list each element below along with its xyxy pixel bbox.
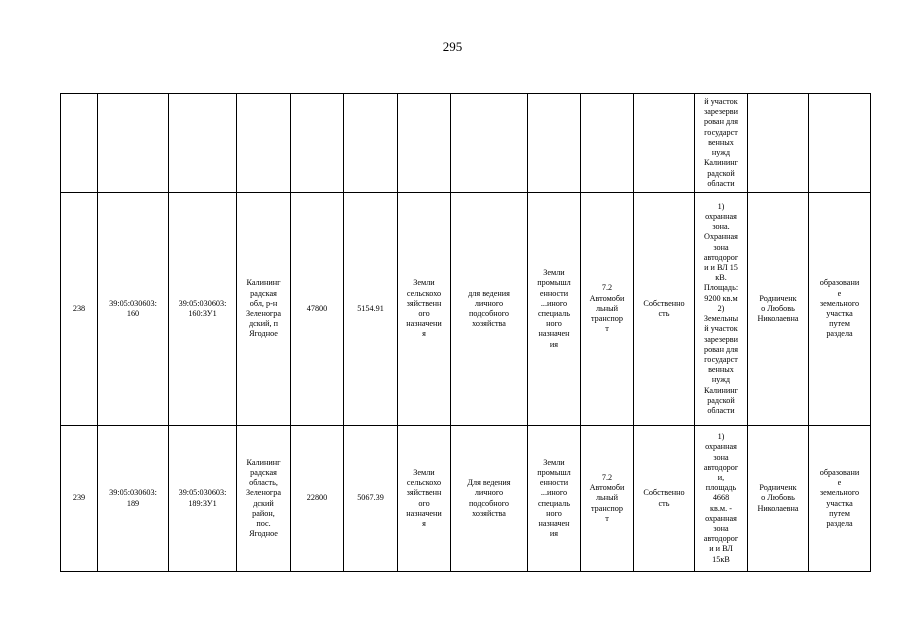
cadastral-number-cell: 39:05:030603: 160 bbox=[98, 193, 169, 426]
table-row bbox=[61, 94, 871, 193]
restrictions-cell: 1) охранная зона. Охранная зона автодорог и и ВЛ 15 кВ. Площадь: 9200 кв.м 2) Земельны й участок зарезерви рован для государст венных нужд Калининг радской области bbox=[695, 193, 748, 426]
table-row bbox=[61, 426, 871, 572]
category-cell: Земли сельскохо зяйственн ого назначени я bbox=[398, 193, 451, 426]
basis-cell: образовани е земельного участка путем раздела bbox=[809, 426, 871, 572]
address-cell: Калининг радская обл, р-н Зеленогра дский, п Ягодное bbox=[237, 193, 291, 426]
permitted-use-cell: для ведения личного подсобного хозяйства bbox=[451, 193, 528, 426]
address-cell: Калининг радская область, Зеленогра дский район, пос. Ягодное bbox=[237, 426, 291, 572]
row-number-cell: 239 bbox=[61, 426, 98, 572]
zone-cell: Земли промышл енности ...иного специаль ного назначен ия bbox=[528, 426, 581, 572]
row-number-cell: 238 bbox=[61, 193, 98, 426]
new-cadastral-number-cell bbox=[169, 94, 237, 193]
area-value-cell: 5154.91 bbox=[344, 193, 398, 426]
ownership-cell bbox=[634, 94, 695, 193]
total-area-cell: 47800 bbox=[291, 193, 344, 426]
zone-cell: Земли промышл енности ...иного специаль ного назначен ия bbox=[528, 193, 581, 426]
permitted-use-cell: Для ведения личного подсобного хозяйства bbox=[451, 426, 528, 572]
total-area-cell: 22800 bbox=[291, 426, 344, 572]
address-cell bbox=[237, 94, 291, 193]
cadastral-number-cell bbox=[98, 94, 169, 193]
owner-cell: Родниченк о Любовь Николаевна bbox=[748, 193, 809, 426]
land-plots-table bbox=[60, 93, 871, 572]
restrictions-cell: 1) охранная зона автодорог и, площадь 4668 кв.м. - охранная зона автодорог и и ВЛ 15кВ bbox=[695, 426, 748, 572]
cadastral-number-cell: 39:05:030603: 189 bbox=[98, 426, 169, 572]
basis-cell: образовани е земельного участка путем раздела bbox=[809, 193, 871, 426]
owner-cell bbox=[748, 94, 809, 193]
ownership-cell: Собственно сть bbox=[634, 193, 695, 426]
page-number: 295 bbox=[442, 39, 463, 54]
total-area-cell bbox=[291, 94, 344, 193]
new-cadastral-number-cell: 39:05:030603: 189:ЗУ1 bbox=[169, 426, 237, 572]
category-cell: Земли сельскохо зяйственн ого назначени я bbox=[398, 426, 451, 572]
restrictions-cell: й участок зарезерви рован для государст венных нужд Калининг радской области bbox=[695, 94, 748, 193]
area-value-cell: 5067.39 bbox=[344, 426, 398, 572]
basis-cell bbox=[809, 94, 871, 193]
use-code-cell: 7.2 Автомоби льный транспор т bbox=[581, 193, 634, 426]
row-number-cell bbox=[61, 94, 98, 193]
use-code-cell bbox=[581, 94, 634, 193]
new-cadastral-number-cell: 39:05:030603: 160:ЗУ1 bbox=[169, 193, 237, 426]
area-value-cell bbox=[344, 94, 398, 193]
category-cell bbox=[398, 94, 451, 193]
use-code-cell: 7.2 Автомоби льный транспор т bbox=[581, 426, 634, 572]
zone-cell bbox=[528, 94, 581, 193]
ownership-cell: Собственно сть bbox=[634, 426, 695, 572]
permitted-use-cell bbox=[451, 94, 528, 193]
owner-cell: Родниченк о Любовь Николаевна bbox=[748, 426, 809, 572]
table-row bbox=[61, 193, 871, 426]
